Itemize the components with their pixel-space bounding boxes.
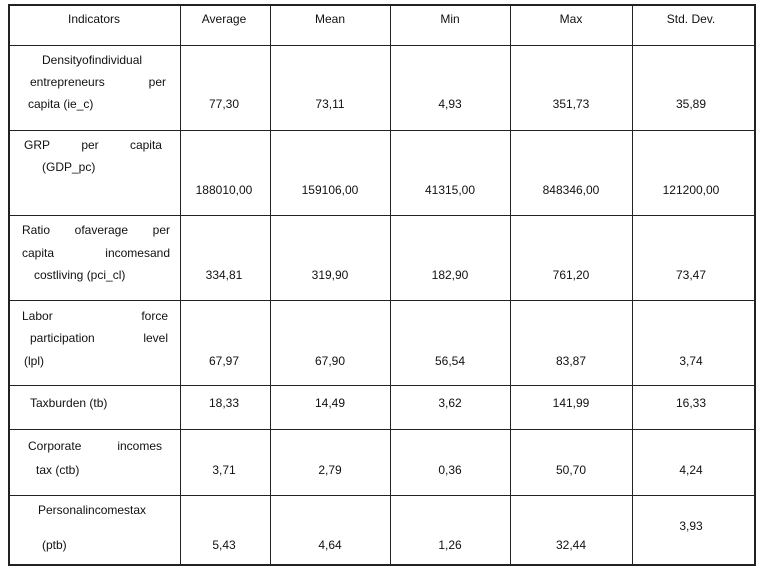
indicator-word: per [152, 223, 170, 237]
cell-average: 77,30 [208, 97, 240, 111]
indicator-word: Corporate [28, 439, 82, 453]
column-divider [632, 6, 633, 564]
cell-mean: 14,49 [314, 396, 346, 410]
cell-max: 83,87 [555, 354, 587, 368]
cell-mean: 159106,00 [301, 183, 359, 197]
row-divider [10, 385, 754, 386]
cell-max: 50,70 [555, 463, 587, 477]
cell-max: 848346,00 [542, 183, 600, 197]
indicator-line: costliving (pci_cl) [34, 268, 126, 282]
cell-min: 3,62 [438, 396, 462, 410]
indicator-word: capita [22, 246, 55, 260]
cell-std-dev: 121200,00 [662, 183, 720, 197]
header-std-dev: Std. Dev. [666, 12, 716, 26]
indicator-word: incomes [117, 439, 162, 453]
indicator-word: level [143, 331, 168, 345]
cell-std-dev: 73,47 [675, 268, 707, 282]
row-divider [10, 45, 754, 46]
row-divider [10, 300, 754, 301]
header-average: Average [201, 12, 247, 26]
indicator-word: per [81, 138, 99, 152]
cell-max: 351,73 [552, 97, 590, 111]
cell-max: 761,20 [552, 268, 590, 282]
cell-max: 32,44 [555, 538, 587, 552]
indicator-line: (GDP_pc) [42, 160, 96, 174]
cell-min: 56,54 [434, 354, 466, 368]
indicator-line: Personalincomestax [38, 503, 147, 517]
header-min: Min [440, 12, 460, 26]
cell-min: 41315,00 [424, 183, 476, 197]
indicator-word: Labor [22, 309, 53, 323]
indicator-line: Densityofindividual [42, 53, 143, 67]
indicator-line [22, 309, 168, 323]
indicator-line: Taxburden (tb) [30, 396, 108, 410]
indicator-word: force [141, 309, 168, 323]
indicator-word: GRP [24, 138, 51, 152]
cell-mean: 2,79 [318, 463, 342, 477]
cell-min: 0,36 [438, 463, 462, 477]
cell-average: 18,33 [208, 396, 240, 410]
cell-average: 188010,00 [195, 183, 253, 197]
cell-mean: 73,11 [315, 97, 345, 111]
cell-std-dev: 4,24 [679, 463, 703, 477]
indicator-line [30, 331, 168, 345]
indicator-line: (ptb) [42, 538, 67, 552]
indicator-word: entrepreneurs [30, 75, 105, 89]
column-divider [180, 6, 181, 564]
cell-min: 182,90 [431, 268, 469, 282]
indicator-line: capita (ie_c) [28, 97, 94, 111]
cell-mean: 319,90 [311, 268, 349, 282]
indicator-word: per [148, 75, 166, 89]
cell-std-dev: 3,93 [679, 519, 703, 533]
indicator-line [24, 138, 162, 152]
cell-min: 1,26 [438, 538, 462, 552]
row-divider [10, 495, 754, 496]
cell-max: 141,99 [552, 396, 590, 410]
cell-std-dev: 35,89 [675, 97, 707, 111]
column-divider [510, 6, 511, 564]
indicator-line: (lpl) [24, 354, 44, 368]
cell-mean: 67,90 [314, 354, 346, 368]
cell-min: 4,93 [438, 97, 462, 111]
row-divider [10, 429, 754, 430]
cell-std-dev: 3,74 [679, 354, 703, 368]
cell-average: 3,71 [212, 463, 236, 477]
indicator-word: participation [30, 331, 95, 345]
indicator-line [22, 223, 170, 237]
column-divider [390, 6, 391, 564]
cell-average: 67,97 [208, 354, 240, 368]
indicator-word: incomesand [105, 246, 170, 260]
column-divider [270, 6, 271, 564]
indicator-word: Ratio [22, 223, 51, 237]
row-divider [10, 130, 754, 131]
cell-average: 5,43 [212, 538, 236, 552]
header-max: Max [559, 12, 583, 26]
cell-std-dev: 16,33 [675, 396, 707, 410]
header-indicators: Indicators [67, 12, 121, 26]
cell-mean: 4,64 [318, 538, 342, 552]
row-divider [10, 215, 754, 216]
cell-average: 334,81 [205, 268, 243, 282]
indicator-word: capita [129, 138, 162, 152]
indicator-line: tax (ctb) [36, 463, 80, 477]
indicator-word: ofaverage [74, 223, 129, 237]
indicator-line [22, 246, 170, 260]
indicator-line [30, 75, 166, 89]
indicator-line [28, 439, 162, 453]
header-mean: Mean [314, 12, 346, 26]
